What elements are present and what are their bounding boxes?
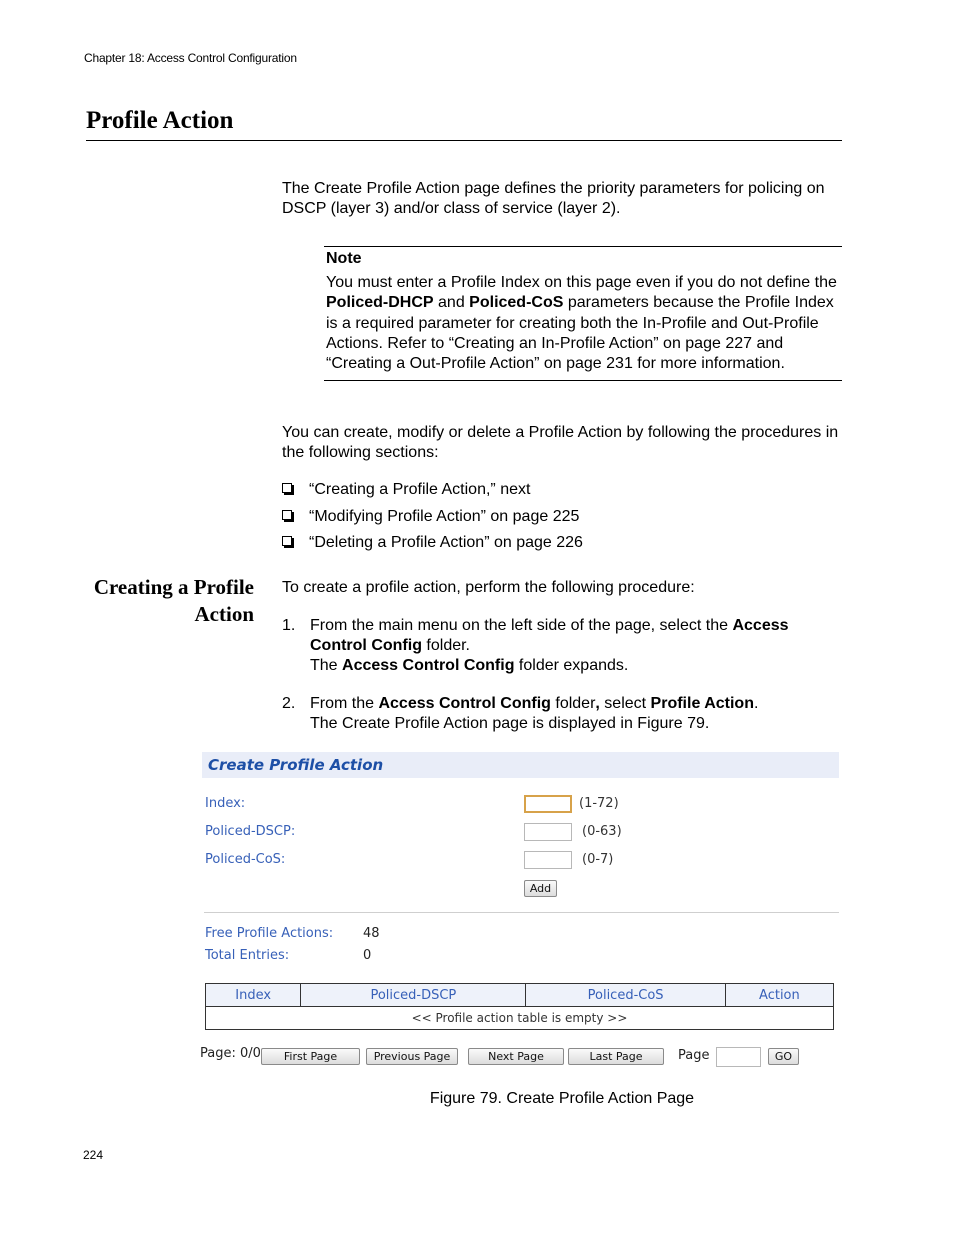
total-entries-value: 0 bbox=[363, 948, 372, 963]
procedures-intro: You can create, modify or delete a Profile Action by following the procedures in the following sections: bbox=[282, 424, 839, 462]
checkbox-bullet-icon bbox=[282, 536, 292, 546]
list-item: “Creating a Profile Action,” next bbox=[282, 481, 530, 499]
policed-cos-range: (0-7) bbox=[582, 852, 614, 867]
note-box bbox=[324, 246, 842, 381]
subsection-intro: To create a profile action, perform the following procedure: bbox=[282, 579, 695, 596]
policed-dscp-input[interactable] bbox=[524, 823, 572, 841]
column-header-policed-cos: Policed-CoS bbox=[526, 984, 725, 1007]
list-item: “Deleting a Profile Action” on page 226 bbox=[282, 534, 583, 552]
policed-dscp-range: (0-63) bbox=[582, 824, 622, 839]
page-number-input[interactable] bbox=[716, 1047, 761, 1067]
go-button[interactable]: GO bbox=[768, 1048, 799, 1065]
next-page-button[interactable]: Next Page bbox=[468, 1048, 564, 1065]
page-count: Page: 0/0 bbox=[200, 1046, 261, 1061]
title-divider bbox=[86, 140, 842, 141]
last-page-button[interactable]: Last Page bbox=[568, 1048, 664, 1065]
column-header-policed-dscp: Policed-DSCP bbox=[301, 984, 526, 1007]
checkbox-bullet-icon bbox=[282, 510, 292, 520]
policed-cos-label: Policed-CoS: bbox=[205, 852, 286, 867]
free-profile-actions-label: Free Profile Actions: bbox=[205, 926, 334, 941]
step-2: 2. From the Access Control Config folder, select Profile Action. The Create Profile Action page is displayed in Figure 79. bbox=[282, 695, 759, 733]
first-page-button[interactable]: First Page bbox=[261, 1048, 360, 1065]
page-label: Page bbox=[678, 1048, 710, 1063]
note-title: Note bbox=[326, 250, 362, 267]
index-range: (1-72) bbox=[579, 796, 619, 811]
empty-table-message: << Profile action table is empty >> bbox=[206, 1007, 834, 1030]
create-profile-action-screenshot bbox=[200, 752, 840, 1072]
policed-dscp-label: Policed-DSCP: bbox=[205, 824, 296, 839]
note-text: You must enter a Profile Index on this page even if you do not define the Policed-DHCP and Policed-CoS parameters because the Profile Index is a required parameter for creating both the In-Profile and Out-Profile Actions. Refer to “Creating an In-Profile Action” on page 227 and “Creating a Out-Profile Action” on page 231 for more information. bbox=[326, 274, 837, 373]
profile-action-table bbox=[205, 983, 834, 1030]
figure-caption: Figure 79. Create Profile Action Page bbox=[429, 1090, 695, 1107]
form-divider bbox=[204, 912, 839, 913]
list-item: “Modifying Profile Action” on page 225 bbox=[282, 508, 579, 526]
previous-page-button[interactable]: Previous Page bbox=[366, 1048, 458, 1065]
step-1: 1. From the main menu on the left side of the page, select the Access Control Config folder. The Access Control Config folder expands. bbox=[282, 617, 789, 675]
page-number: 224 bbox=[83, 1148, 104, 1162]
policed-cos-input[interactable] bbox=[524, 851, 572, 869]
index-input[interactable] bbox=[524, 795, 572, 813]
checkbox-bullet-icon bbox=[282, 483, 292, 493]
add-button[interactable]: Add bbox=[524, 880, 557, 897]
form-title: Create Profile Action bbox=[208, 756, 384, 774]
free-profile-actions-value: 48 bbox=[363, 926, 380, 941]
subsection-title: Creating a Profile Action bbox=[93, 575, 254, 626]
intro-paragraph: The Create Profile Action page defines the priority parameters for policing on DSCP (layer 3) and/or class of service (layer 2). bbox=[282, 180, 825, 218]
total-entries-label: Total Entries: bbox=[205, 948, 290, 963]
column-header-action: Action bbox=[725, 984, 833, 1007]
section-title: Profile Action bbox=[86, 107, 234, 134]
index-label: Index: bbox=[205, 796, 246, 811]
chapter-header: Chapter 18: Access Control Configuration bbox=[84, 51, 297, 65]
column-header-index: Index bbox=[206, 984, 301, 1007]
form-header bbox=[202, 752, 839, 778]
